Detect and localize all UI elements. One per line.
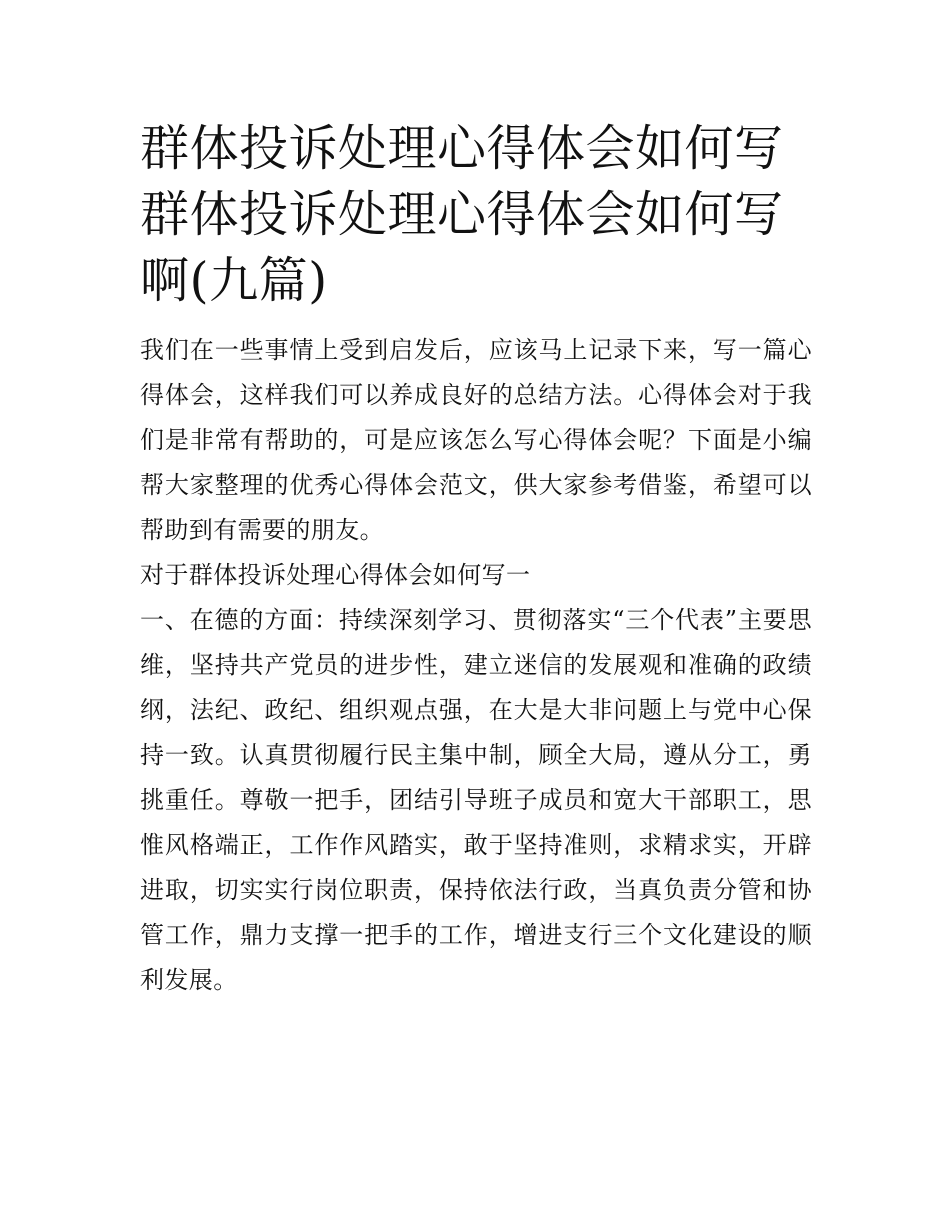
body-paragraph: 一、在德的方面：持续深刻学习、贯彻落实“三个代表”主要思维，坚持共产党员的进步性，建立迷信的发展观和准确的政绩纲，法纪、政纪、组织观点强，在大是大非问题上与党中心保持一致。认真贯彻履行民主集中制，顾全大局，遵从分工，勇挑重任。尊敬一把手，团结引导班子成员和宽大干部职工，思惟风格端正，工作作风踏实，敢于坚持准则，求精求实，开辟进取，切实实行岗位职责，保持依法行政，当真负责分管和协管工作，鼎力支撑一把手的工作，增进支行三个文化建设的顺利发展。 [140, 606, 812, 994]
document-title: 群体投诉处理心得体会如何写 群体投诉处理心得体会如何写啊(九篇) [140, 120, 784, 309]
intro-paragraph: 我们在一些事情上受到启发后，应该马上记录下来，写一篇心得体会，这样我们可以养成良好的总结方法。心得体会对于我们是非常有帮助的，可是应该怎么写心得体会呢？下面是小编帮大家整理的优秀心得体会范文，供大家参考借鉴，希望可以帮助到有需要的朋友。 [140, 336, 812, 544]
document-body [140, 116, 812, 1003]
section-heading: 对于群体投诉处理心得体会如何写一 [140, 561, 531, 589]
